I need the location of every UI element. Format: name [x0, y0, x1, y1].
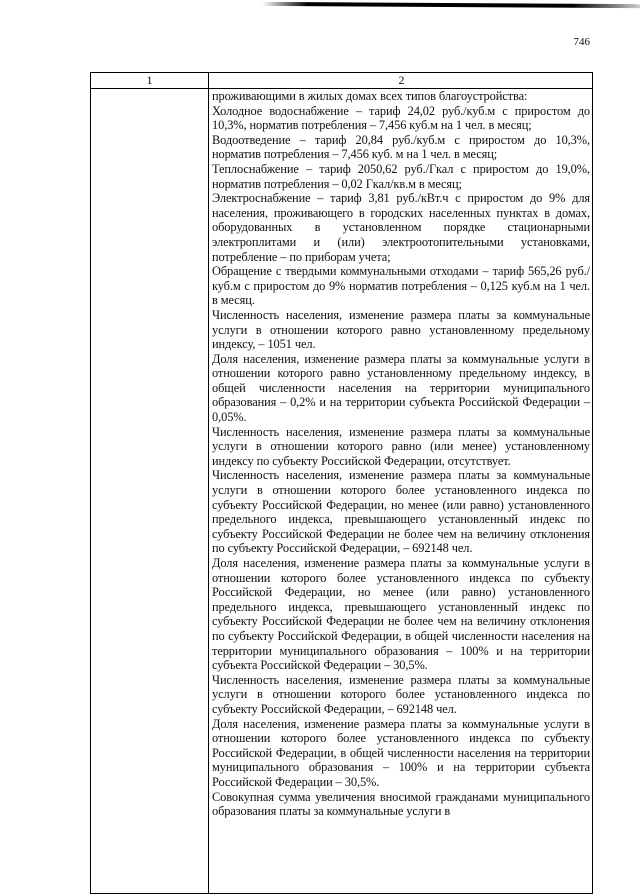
- paragraph: Обращение с твердыми коммунальными отходами – тариф 565,26 руб./куб.м с приростом до 9% норматив потребления – 0,125 куб.м на 1 чел. в месяц.: [212, 264, 590, 308]
- scan-edge-artifact: [262, 2, 640, 8]
- paragraph: Численность населения, изменение размера платы за коммунальные услуги в отношении которого равно установленному предельному индексу, – 1051 чел.: [212, 307, 590, 352]
- paragraph: Водоотведение – тариф 20,84 руб./куб.м с приростом до 10,3%, норматив потребления – 7,456 куб. м на 1 чел. в месяц;: [212, 132, 590, 162]
- paragraph: Численность населения, изменение размера платы за коммунальные услуги в отношении которого равно (или менее) установленному индексу по субъекту Российской Федерации, отсутствует.: [212, 424, 590, 468]
- paragraph: Теплоснабжение – тариф 2050,62 руб./Гкал с приростом до 19,0%, норматив потребления – 0,02 Гкал/кв.м в месяц;: [212, 161, 590, 191]
- column-divider: [208, 88, 209, 893]
- column-1-header: 1: [91, 73, 209, 89]
- page-number: 746: [573, 36, 590, 48]
- column-2-body: [212, 89, 590, 819]
- paragraph: Доля населения, изменение размера платы за коммунальные услуги в отношении которого более установленного индекса по субъекту Российской Федерации, в общей численности населения на территории муниципального образования – 100% и на территории субъекта Российской Федерации – 30,5%.: [212, 716, 590, 789]
- paragraph: Доля населения, изменение размера платы за коммунальные услуги в отношении которого более установленного индекса по субъекту Российской Федерации, но менее (или равно) установленного предельного индекса, превышающего установленный индекс по субъекту Российской Федерации не более чем на величину отклонения по субъекту Российской Федерации, в общей численности населения на территории муниципального образования – 100% и на территории субъекта Российской Федерации – 30,5%.: [212, 556, 590, 673]
- paragraph: Холодное водоснабжение – тариф 24,02 руб./куб.м с приростом до 10,3%, норматив потребления – 7,456 куб.м на 1 чел. в месяц;: [212, 103, 590, 133]
- paragraph: Доля населения, изменение размера платы за коммунальные услуги в отношении которого равно установленному предельному индексу, в общей численности населения на территории муниципального образования – 0,2% и на территории субъекта Российской Федерации – 0,05%.: [212, 351, 590, 425]
- paragraph: Совокупная сумма увеличения вносимой гражданами муниципального образования платы за коммунальные услуги в: [212, 789, 590, 819]
- paragraph: Электроснабжение – тариф 3,81 руб./кВт.ч с приростом до 9% для населения, проживающего в городских населенных пунктах в домах, оборудованных в установленном порядке стационарными электроплитами и (или) электроотопительными установками, потребление – по приборам учета;: [212, 191, 590, 264]
- paragraph: проживающими в жилых домах всех типов благоустройства:: [212, 89, 528, 103]
- document-table: [90, 72, 593, 894]
- paragraph: Численность населения, изменение размера платы за коммунальные услуги в отношении которого более установленного индекса по субъекту Российской Федерации, – 692148 чел.: [212, 672, 590, 716]
- paragraph: Численность населения, изменение размера платы за коммунальные услуги в отношении которого более установленного индекса по субъекту Российской Федерации, но менее (или равно) установленного предельного индекса, превышающего установленный индекс по субъекту Российской Федерации не более чем на величину отклонения по субъекту Российской Федерации, – 692148 чел.: [212, 468, 590, 556]
- column-2-header: 2: [209, 73, 593, 89]
